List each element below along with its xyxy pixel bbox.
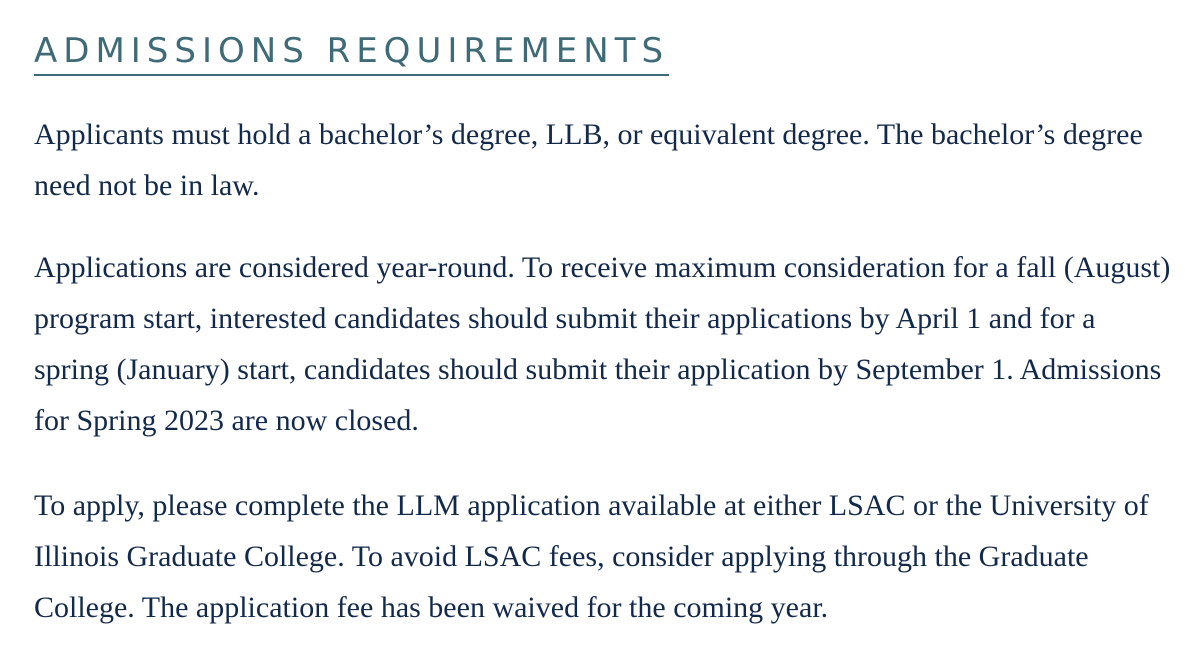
degree-requirement-paragraph: Applicants must hold a bachelor’s degree, LLB, or equivalent degree. The bachelor’s degree need not be in law.	[34, 118, 1143, 202]
admissions-requirements-section	[34, 30, 1174, 633]
section-heading: ADMISSIONS REQUIREMENTS	[34, 30, 669, 76]
application-deadlines-paragraph: Applications are considered year-round. To receive maximum consideration for a fall (August) program start, interested candidates should submit their applications by April 1 and for a spring (January) start, candidates should submit their application by September 1. Admissions for Spring 2023 are now closed.	[34, 251, 1171, 437]
how-to-apply-paragraph: To apply, please complete the LLM application available at either LSAC or the University of Illinois Graduate College. To avoid LSAC fees, consider applying through the Graduate College. The application fee has been waived for the coming year.	[34, 489, 1149, 624]
